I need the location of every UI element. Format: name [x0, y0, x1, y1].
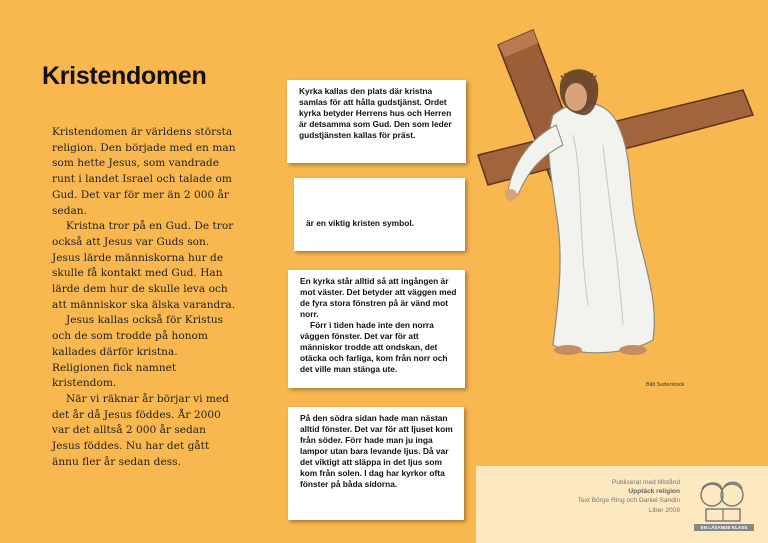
info-text: Kyrka kallas den plats där kristna samlas för att hålla gudstjänst. Ordet kyrka betyder Herrens hus och Herren är detsamma som Gud. Den som leder gudstjänsten kallas för präst.	[299, 86, 452, 140]
info-text: Förr i tiden hade inte den norra väggen fönster. Det var för att människor trodde att ondskan, det otäcka och farliga, kom från norr och det ville man stänga ute.	[300, 320, 448, 374]
main-article	[52, 125, 236, 470]
hand	[505, 189, 517, 201]
footer-line: Publicerat med tillstånd	[611, 479, 680, 486]
footer-line: Text Börge Ring och Daniel Sandin	[577, 497, 680, 505]
info-box-cross	[294, 178, 465, 251]
info-box-church	[287, 80, 466, 163]
footer-book-title: Upptäck religion	[628, 488, 680, 496]
child-head	[721, 484, 743, 506]
foot	[619, 345, 647, 355]
paragraph: När vi räknar år börjar vi med det år då Jesus föddes. År 2000 var det alltså 2 000 år sedan Jesus föddes. Nu har det gått ännu fler år sedan dess.	[52, 392, 229, 468]
info-text: En kyrka står alltid så att ingången är mot väster. Det betyder att väggen med de fyra stora fönstren på är vänd mot norr.	[300, 276, 457, 319]
info-box-south	[288, 407, 464, 520]
face	[565, 83, 587, 111]
info-text: är en viktig kristen symbol.	[306, 218, 414, 228]
image-credit: Bild Sutterstock	[646, 382, 685, 388]
paragraph: Kristendomen är världens största religion. Den började med en man som hette Jesus, som vandrade runt i landet Israel och talade om Gud. Det var för mer än 2 000 år sedan.	[52, 126, 236, 217]
publication-info	[578, 478, 680, 515]
info-text: På den södra sidan hade man nästan alltid fönster. Det var för att ljuset kom från söder. Förr hade man ju inga lampor utan bara levande ljus. Då var det viktigt att släppa in det ljus som kom från solen. I dag har kyrkor ofta fönster på båda sidorna.	[300, 413, 453, 489]
jesus-carrying-cross-illustration	[458, 5, 758, 375]
page-title: Kristendomen	[42, 62, 207, 90]
logo-label: EN LÄSANDE KLASS	[694, 524, 754, 531]
info-box-north	[288, 270, 465, 388]
child-head	[701, 484, 723, 506]
footer-line: Liber 2008	[648, 506, 680, 514]
reading-children-logo	[694, 474, 752, 530]
foot	[554, 345, 582, 355]
paragraph: Jesus kallas också för Kristus och de som trodde på honom kallades därför kristna. Religionen fick namnet kristendom.	[52, 314, 224, 390]
paragraph: Kristna tror på en Gud. De tror också att Jesus var Guds son. Jesus lärde människorna hur de skulle få kontakt med Gud. Han lärde dem hur de skulle leva och att människor ska älska varandra.	[52, 220, 236, 311]
